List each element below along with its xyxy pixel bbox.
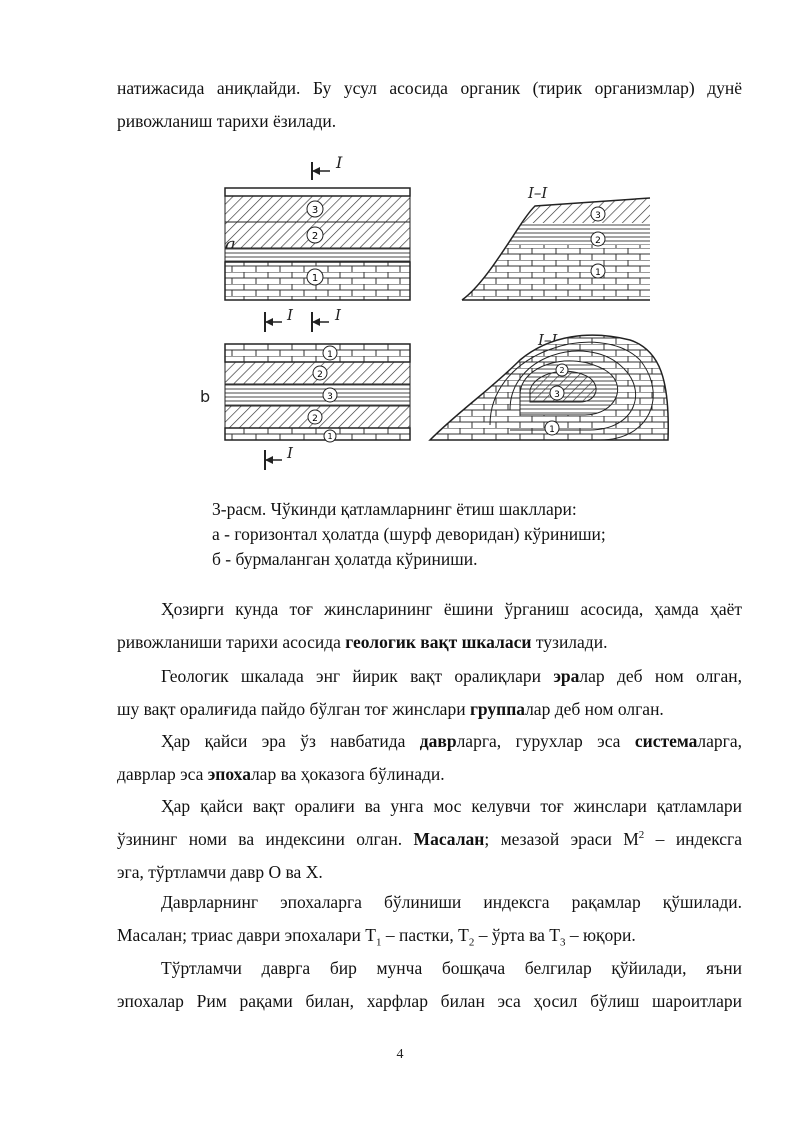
section-marker: I (335, 306, 341, 324)
text-line: Ҳар қайси эра ўз навбатида даврларга, гурухлар эса системаларга, (161, 731, 742, 751)
section-marker: I (287, 306, 293, 324)
text-line: даврлар эса эпохалар ва ҳоказога бўлинади. (117, 764, 445, 784)
term-system: система (634, 731, 698, 751)
term-era: эра (553, 666, 580, 686)
paragraph-1 (117, 593, 742, 659)
term-period: давр (419, 731, 457, 751)
top-paragraph (117, 72, 742, 138)
text-line: эга, тўртламчи давр O ва X. (117, 862, 323, 882)
layer-number: 3 (311, 205, 319, 216)
term-for-example: Масалан (413, 829, 485, 849)
page-number: 4 (396, 1047, 404, 1062)
text-line: Даврларнинг эпохаларга бўлиниши индексга рақамлар қўшилади. (161, 892, 742, 912)
term-group: группа (469, 699, 526, 719)
paragraph-5 (117, 886, 742, 952)
figure-caption (212, 497, 606, 572)
layer-number: 1 (327, 432, 333, 441)
layer-number: 1 (549, 425, 555, 435)
layer-number: 3 (327, 392, 333, 402)
caption-item-b: б - бурмаланган ҳолатда кўриниши. (212, 549, 478, 569)
layer-number: 1 (327, 350, 333, 360)
text-line: шу вақт оралиғида пайдо бўлган тоғ жинслари группалар деб ном олган. (117, 699, 664, 719)
section-title: I–I (528, 184, 548, 202)
text-line: ривожланиши тарихи асосида геологик вақт шкаласи тузилади. (117, 632, 608, 652)
diagram-b-section (420, 320, 680, 450)
paragraph-4 (117, 790, 742, 889)
layer-number: 2 (595, 236, 601, 246)
layer-number: 2 (312, 414, 318, 424)
layer-number: 3 (595, 211, 601, 221)
term-geologic-scale: геологик вақт шкаласи (345, 632, 532, 652)
paragraph-3 (117, 725, 742, 791)
paragraph-2 (117, 660, 742, 726)
text-line: Геологик шкалада энг йирик вақт оралиқлари эралар деб ном олган, (161, 666, 742, 686)
diagram-a-horizontal-layers (225, 153, 410, 300)
section-marker: I (287, 444, 293, 462)
text-line: Тўртламчи даврга бир мунча бошқача белгилар қўйилади, яъни (161, 958, 742, 978)
section-title: I–I (538, 331, 558, 349)
layer-number: 2 (317, 370, 323, 380)
diagram-a-section (450, 184, 660, 300)
layer-number: 2 (559, 366, 565, 375)
text-line: Ҳар қайси вақт оралиғи ва унга мос келувчи тоғ жинслари қатламлари (161, 796, 742, 816)
text-line: эпохалар Рим рақами билан, харфлар билан эса ҳосил бўлиш шароитлари (117, 991, 742, 1011)
layer-number: 3 (554, 390, 560, 400)
stratigraphy-figure (190, 140, 690, 480)
layer-number: 1 (311, 273, 319, 284)
term-epoch: эпоха (207, 764, 251, 784)
text-line: ривожланиш тарихи ёзилади. (117, 111, 337, 131)
caption-title: 3-расм. Чўкинди қатламларнинг ётиш шакллари: (212, 499, 577, 519)
layer-number: 2 (311, 231, 319, 242)
diagram-b-folded-layers (200, 306, 410, 470)
text-line: натижасида аниқлайди. Бу усул асосида органик (тирик организмлар) дунё (117, 78, 742, 98)
label-b: b (200, 387, 211, 406)
text-line: ўзининг номи ва индексини олган. Масалан; мезазой эраси $M^2$ – индексга (117, 829, 742, 849)
text-line: Ҳозирги кунда тоғ жинсларининг ёшини ўрганиш асосида, ҳамда ҳаёт (161, 599, 742, 619)
paragraph-6 (117, 952, 742, 1018)
layer-number: 1 (595, 268, 601, 278)
caption-item-a: а - горизонтал ҳолатда (шурф деворидан) кўриниши; (212, 524, 606, 544)
text-line: Масалан; триас даври эпохалари $T_1$ – пастки, $T_2$ – ўрта ва $T_3$ – юқори. (117, 925, 636, 949)
section-marker: I (336, 153, 343, 172)
